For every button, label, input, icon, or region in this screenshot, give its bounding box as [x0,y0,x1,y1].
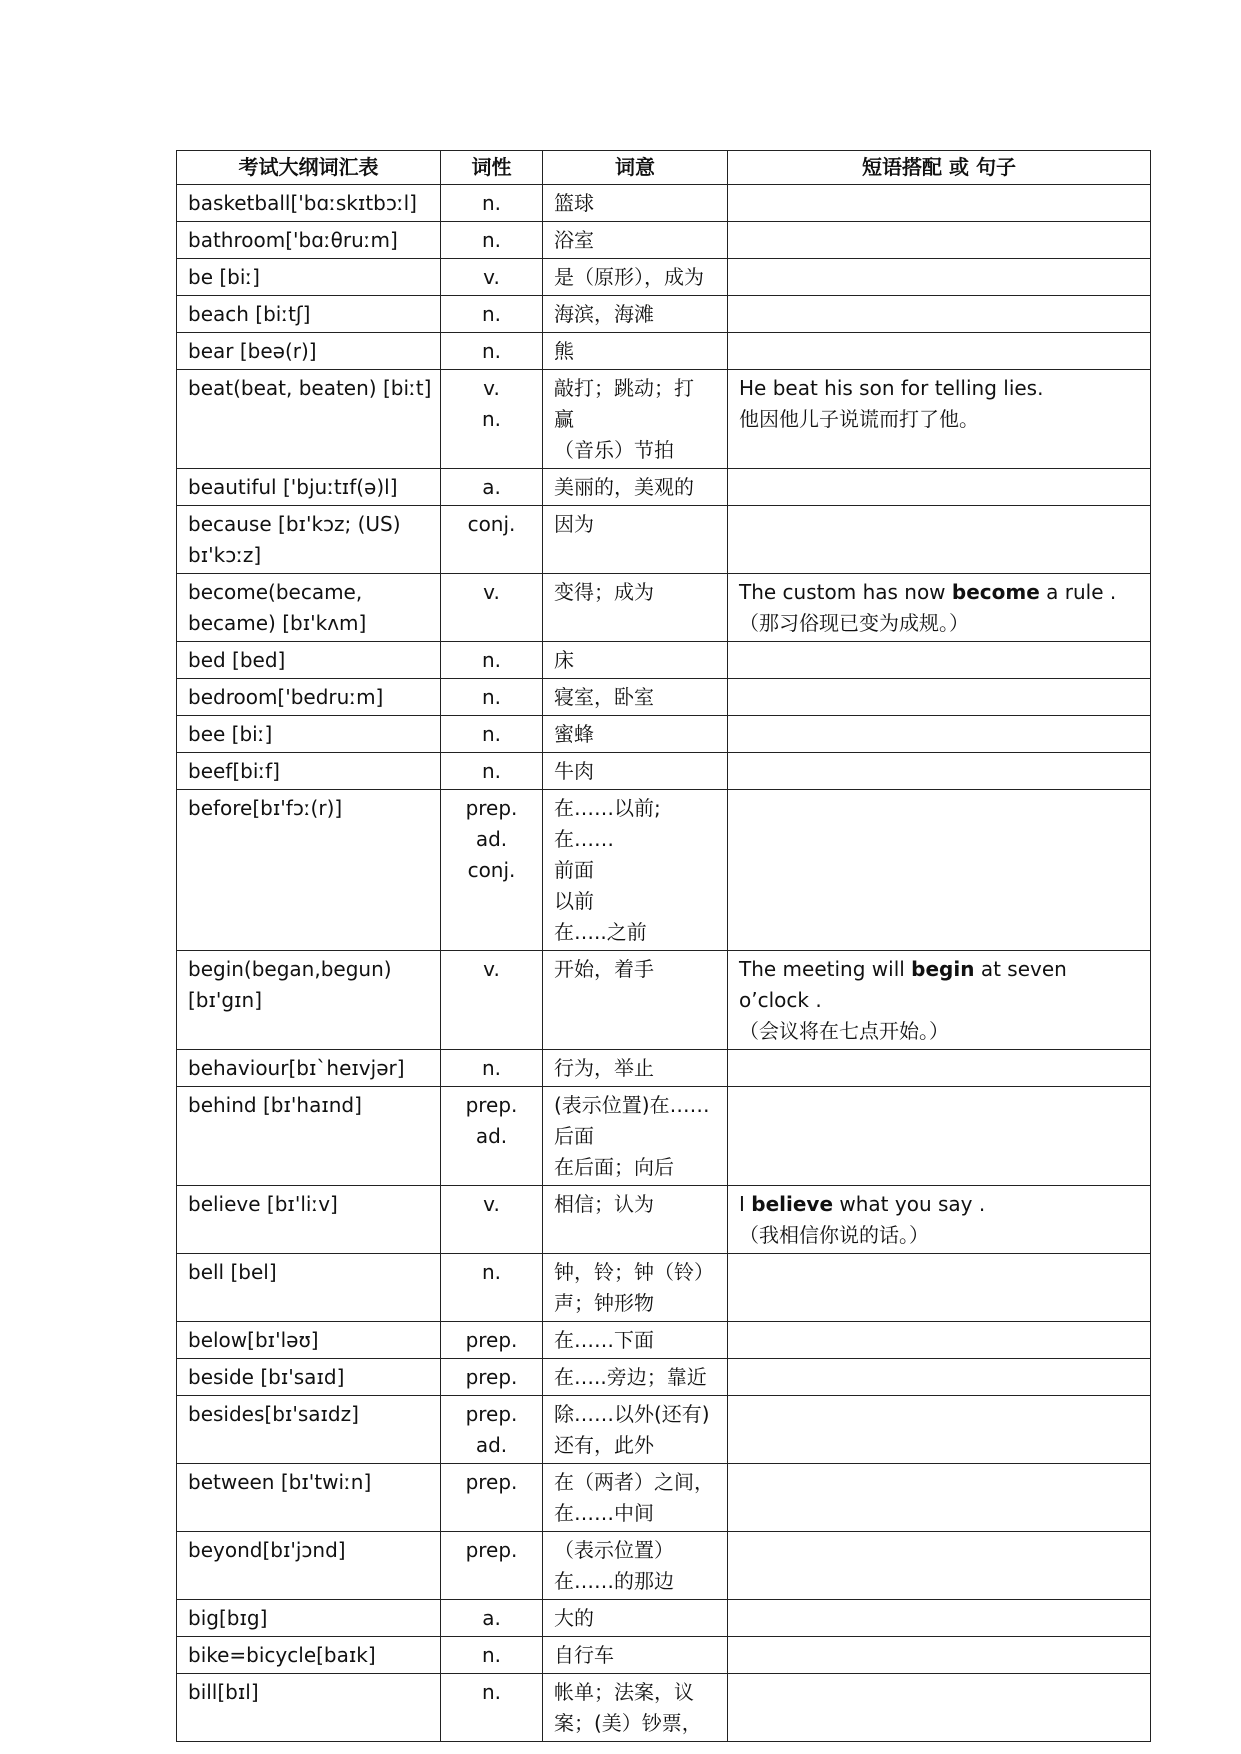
table-row [177,642,1151,679]
part-of-speech-line: ad. [475,1124,508,1148]
part-of-speech [441,1322,543,1359]
example-text: 他因他儿子说谎而打了他。 [739,407,979,431]
table-row [177,1464,1151,1532]
example-sentence [728,1254,1151,1322]
table-row [177,679,1151,716]
part-of-speech [441,1674,543,1742]
meaning-line: 案；(美）钞票， [554,1711,702,1735]
meaning [543,333,728,370]
example-sentence [728,506,1151,574]
example-sentence [728,1186,1151,1254]
part-of-speech [441,185,543,222]
meaning-line: 海滨，海滩 [554,302,654,326]
meaning-line: 熊 [554,339,574,363]
meaning-line: 相信；认为 [554,1192,654,1216]
example-sentence [728,296,1151,333]
header-row [177,151,1151,185]
meaning-line: 在…..旁边；靠近 [554,1365,707,1389]
example-sentence [728,370,1151,469]
table-row [177,716,1151,753]
example-sentence [728,469,1151,506]
part-of-speech-line: ad. [475,1433,508,1457]
meaning [543,1532,728,1600]
part-of-speech-line: a. [482,475,501,499]
example-sentence [728,1396,1151,1464]
meaning [543,1674,728,1742]
meaning-line: 前面 [554,858,594,882]
part-of-speech [441,1532,543,1600]
part-of-speech-line: v. [483,1192,500,1216]
part-of-speech [441,222,543,259]
meaning [543,1050,728,1087]
example-text: （会议将在七点开始。） [739,1019,949,1043]
meaning-line: 钟，铃；钟（铃） [554,1260,714,1284]
part-of-speech-line: n. [481,191,502,215]
part-of-speech-line: prep. [465,1365,518,1389]
example-sentence [728,1532,1151,1600]
meaning [543,1359,728,1396]
meaning-line: 除……以外(还有) [554,1402,710,1426]
meaning-line: 篮球 [554,191,594,215]
meaning-line: （表示位置） [554,1538,674,1562]
vocabulary-word: bear [beə(r)] [177,333,441,370]
part-of-speech-line: a. [482,1606,501,1630]
table-row [177,951,1151,1050]
vocabulary-word: big[bɪg] [177,1600,441,1637]
part-of-speech-line: n. [481,759,502,783]
example-text: at seven o’clock . [739,957,1074,1012]
vocabulary-word: bed [bed] [177,642,441,679]
part-of-speech [441,1050,543,1087]
meaning-line: 寝室，卧室 [554,685,654,709]
part-of-speech [441,506,543,574]
part-of-speech-line: ad. [475,827,508,851]
meaning [543,259,728,296]
example-keyword: believe [751,1192,834,1216]
example-sentence [728,1674,1151,1742]
table-row [177,185,1151,222]
example-keyword: become [951,580,1040,604]
example-text: The meeting will [739,957,912,981]
example-text: （那习俗现已变为成规。） [739,611,969,635]
meaning-line: 牛肉 [554,759,594,783]
part-of-speech-line: n. [481,722,502,746]
meaning [543,222,728,259]
table-header [177,151,1151,185]
vocabulary-word: bike=bicycle[baɪk] [177,1637,441,1674]
meaning [543,642,728,679]
example-text: I [739,1192,752,1216]
table-row [177,1396,1151,1464]
part-of-speech [441,469,543,506]
table-row [177,790,1151,951]
header-phrase-or-sentence: 短语搭配 或 句子 [728,151,1151,185]
example-sentence [728,185,1151,222]
part-of-speech-line: n. [481,339,502,363]
meaning [543,753,728,790]
table-row [177,753,1151,790]
vocabulary-word: bathroom['bɑːθruːm] [177,222,441,259]
example-line [739,954,1142,1016]
example-sentence [728,753,1151,790]
vocabulary-word: bill[bɪl] [177,1674,441,1742]
part-of-speech [441,333,543,370]
meaning [543,574,728,642]
part-of-speech [441,1254,543,1322]
vocabulary-word: behaviour[bɪ`heɪvjər] [177,1050,441,1087]
vocabulary-word: behind [bɪ'haɪnd] [177,1087,441,1186]
meaning [543,1464,728,1532]
meaning [543,1600,728,1637]
meaning [543,951,728,1050]
example-sentence [728,679,1151,716]
meaning-line: 开始，着手 [554,957,654,981]
meaning-line: 是（原形），成为 [554,265,704,289]
vocabulary-word: below[bɪ'ləʊ] [177,1322,441,1359]
part-of-speech [441,574,543,642]
meaning-line: 大的 [554,1606,594,1630]
meaning-line: 在（两者）之间， [554,1470,714,1494]
example-sentence [728,222,1151,259]
vocabulary-word: between [bɪ'twiːn] [177,1464,441,1532]
vocabulary-word: beat(beat, beaten) [biːt] [177,370,441,469]
header-vocabulary: 考试大纲词汇表 [177,151,441,185]
table-row [177,1600,1151,1637]
table-row [177,1674,1151,1742]
table-row [177,259,1151,296]
part-of-speech-line: prep. [465,1093,518,1117]
part-of-speech-line: prep. [465,1470,518,1494]
meaning-line: 在……中间 [554,1501,654,1525]
meaning [543,469,728,506]
part-of-speech-line: conj. [467,858,516,882]
vocabulary-word: beautiful ['bjuːtɪf(ə)l] [177,469,441,506]
meaning-line: (表示位置)在…… [554,1093,710,1117]
meaning-line: 浴室 [554,228,594,252]
part-of-speech-line: n. [481,1643,502,1667]
table-row [177,1322,1151,1359]
part-of-speech [441,679,543,716]
table-row [177,506,1151,574]
meaning-line: 自行车 [554,1643,614,1667]
meaning-line: 变得；成为 [554,580,654,604]
part-of-speech-line: prep. [465,1402,518,1426]
example-keyword: begin [911,957,975,981]
table-row [177,333,1151,370]
meaning [543,506,728,574]
example-text: The custom has now [739,580,952,604]
table-row [177,222,1151,259]
meaning [543,296,728,333]
part-of-speech-line: prep. [465,796,518,820]
example-sentence [728,1087,1151,1186]
example-sentence [728,1637,1151,1674]
meaning-line: 在……的那边 [554,1569,674,1593]
part-of-speech-line: v. [483,265,500,289]
example-sentence [728,1600,1151,1637]
part-of-speech [441,790,543,951]
vocabulary-word: begin(began,begun) [bɪ'gɪn] [177,951,441,1050]
vocabulary-word: beyond[bɪ'jɔnd] [177,1532,441,1600]
part-of-speech [441,753,543,790]
example-sentence [728,1464,1151,1532]
vocabulary-word: beef[biːf] [177,753,441,790]
meaning [543,1396,728,1464]
vocabulary-word: because [bɪ'kɔz; (US) bɪ'kɔːz] [177,506,441,574]
vocabulary-word: be [biː] [177,259,441,296]
example-sentence [728,1359,1151,1396]
example-sentence [728,1322,1151,1359]
example-sentence [728,642,1151,679]
vocabulary-word: besides[bɪ'saɪdz] [177,1396,441,1464]
part-of-speech-line: n. [481,1680,502,1704]
part-of-speech-line: n. [481,407,502,431]
example-sentence [728,574,1151,642]
table-row [177,296,1151,333]
example-line [739,373,1142,404]
example-text: what you say . [833,1192,986,1216]
example-sentence [728,716,1151,753]
meaning-line: 敲打；跳动；打 [554,376,694,400]
part-of-speech [441,642,543,679]
table-row [177,1359,1151,1396]
meaning [543,716,728,753]
meaning-line: 在……下面 [554,1328,654,1352]
meaning-line: 行为，举止 [554,1056,654,1080]
meaning-line: 在后面；向后 [554,1155,674,1179]
meaning-line: 床 [554,648,574,672]
example-text: He beat his son for telling lies. [739,376,1044,400]
vocabulary-word: bee [biː] [177,716,441,753]
part-of-speech [441,951,543,1050]
part-of-speech-line: v. [483,957,500,981]
meaning-line: 在……以前;在…… [554,796,661,851]
vocabulary-word: become(became, became) [bɪ'kʌm] [177,574,441,642]
example-line [739,1189,1142,1220]
part-of-speech-line: n. [481,228,502,252]
meaning-line: 还有，此外 [554,1433,654,1457]
part-of-speech [441,1359,543,1396]
meaning-line: 声；钟形物 [554,1291,654,1315]
meaning-line: 蜜蜂 [554,722,594,746]
meaning [543,1322,728,1359]
table-row [177,574,1151,642]
meaning [543,185,728,222]
part-of-speech-line: prep. [465,1328,518,1352]
example-sentence [728,790,1151,951]
part-of-speech [441,259,543,296]
header-part-of-speech: 词性 [441,151,543,185]
part-of-speech-line: n. [481,302,502,326]
vocabulary-word: bell [bel] [177,1254,441,1322]
part-of-speech [441,716,543,753]
part-of-speech-line: prep. [465,1538,518,1562]
meaning-line: 在…..之前 [554,920,647,944]
part-of-speech [441,1186,543,1254]
example-line [739,577,1142,608]
vocabulary-word: beach [biːtʃ] [177,296,441,333]
meaning [543,1087,728,1186]
meaning [543,1637,728,1674]
meaning [543,790,728,951]
example-sentence [728,333,1151,370]
table-row [177,370,1151,469]
example-text: （我相信你说的话。） [739,1223,929,1247]
vocabulary-word: before[bɪ'fɔː(r)] [177,790,441,951]
table-body [177,185,1151,1742]
vocabulary-word: believe [bɪ'liːv] [177,1186,441,1254]
part-of-speech [441,1464,543,1532]
meaning [543,1186,728,1254]
part-of-speech-line: n. [481,1056,502,1080]
meaning [543,1254,728,1322]
part-of-speech [441,370,543,469]
part-of-speech-line: n. [481,685,502,709]
part-of-speech-line: v. [483,376,500,400]
meaning [543,370,728,469]
meaning-line: 因为 [554,512,594,536]
table-row [177,1186,1151,1254]
meaning-line: 后面 [554,1124,594,1148]
example-sentence [728,951,1151,1050]
part-of-speech [441,296,543,333]
part-of-speech-line: conj. [467,512,516,536]
meaning-line: 美丽的，美观的 [554,475,694,499]
part-of-speech [441,1600,543,1637]
vocabulary-table [176,150,1151,1742]
part-of-speech [441,1087,543,1186]
meaning-line: （音乐）节拍 [554,438,674,462]
example-sentence [728,259,1151,296]
table-row [177,1050,1151,1087]
part-of-speech-line: v. [483,580,500,604]
meaning [543,679,728,716]
example-line [739,404,1142,435]
table-row [177,1637,1151,1674]
vocabulary-word: beside [bɪ'saɪd] [177,1359,441,1396]
meaning-line: 帐单；法案，议 [554,1680,694,1704]
example-line [739,1016,1142,1047]
part-of-speech-line: n. [481,1260,502,1284]
vocabulary-word: bedroom['bedruːm] [177,679,441,716]
part-of-speech [441,1637,543,1674]
table-row [177,1254,1151,1322]
table-row [177,469,1151,506]
vocabulary-word: basketball['bɑːskɪtbɔːl] [177,185,441,222]
table-row [177,1087,1151,1186]
example-sentence [728,1050,1151,1087]
part-of-speech-line: n. [481,648,502,672]
meaning-line: 以前 [554,889,594,913]
header-meaning: 词意 [543,151,728,185]
example-text: a rule . [1039,580,1117,604]
meaning-line: 赢 [554,407,574,431]
part-of-speech [441,1396,543,1464]
example-line [739,1220,1142,1251]
table-row [177,1532,1151,1600]
example-line [739,608,1142,639]
